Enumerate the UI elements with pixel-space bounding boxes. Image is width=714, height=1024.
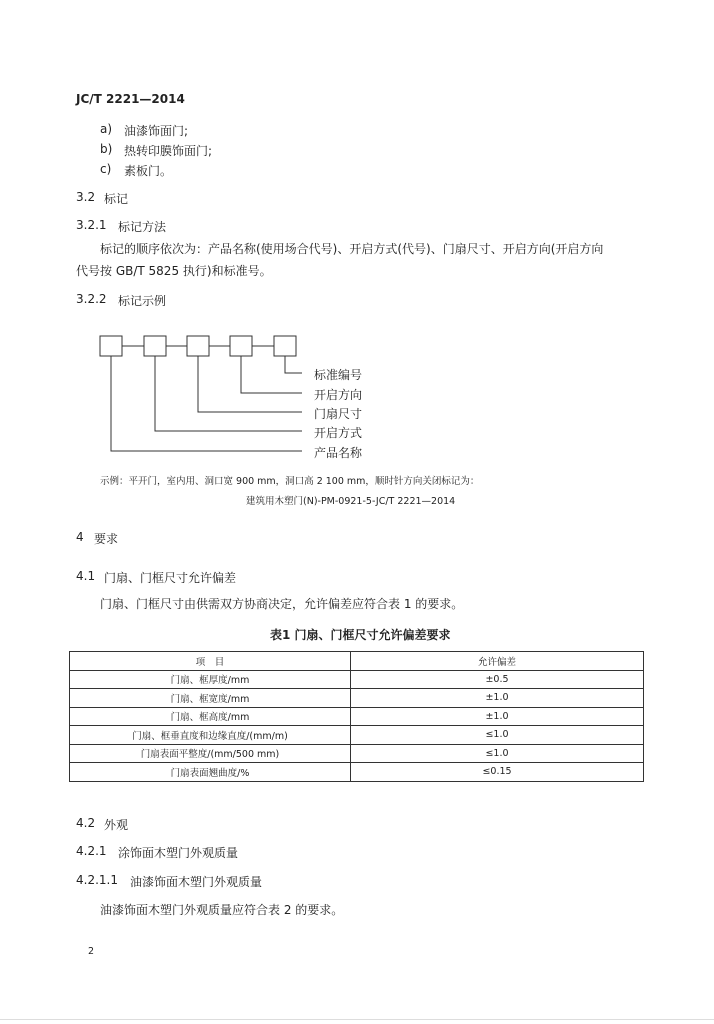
table-cell: ±0.5 [351,670,644,689]
section-number: 4.2.1 [76,844,107,858]
section-number: 3.2.2 [76,292,107,306]
document-header: JC/T 2221—2014 [76,92,185,106]
table-row [70,726,644,745]
list-item: 热转印膜饰面门; [124,144,213,158]
section-title: 标记 [104,192,129,206]
section-title: 涂饰面木塑门外观质量 [118,846,239,860]
paragraph: 门扇、门框尺寸由供需双方协商决定，允许偏差应符合表 1 的要求。 [100,597,464,611]
section-title: 油漆饰面木塑门外观质量 [130,875,263,889]
table-header-row [70,652,644,671]
table-cell: ±1.0 [351,689,644,708]
diagram-label: 门扇尺寸 [314,407,363,421]
tolerance-table [69,651,644,782]
diagram-label: 标准编号 [314,368,363,382]
list-item: 素板门。 [124,164,173,178]
table-cell: ≤1.0 [351,726,644,745]
page-number: 2 [88,946,95,957]
table-row [70,763,644,782]
table-cell: 门扇表面翘曲度/% [70,763,351,782]
table-row [70,689,644,708]
column-header: 项 目 [70,652,351,671]
column-header: 允许偏差 [351,652,644,671]
section-title: 外观 [104,818,129,832]
section-number: 3.2 [76,190,96,204]
section-title: 标记方法 [118,220,167,234]
list-item: 油漆饰面门; [124,124,189,138]
section-number: 4 [76,530,84,544]
paragraph: 油漆饰面木塑门外观质量应符合表 2 的要求。 [100,903,344,917]
diagram-label: 产品名称 [314,446,363,460]
table-cell: 门扇、框高度/mm [70,707,351,726]
page-edge-line [0,1019,714,1020]
diagram-label: 开启方式 [314,426,363,440]
example-marking: 建筑用木塑门(N)-PM-0921-5-JC/T 2221—2014 [246,496,456,507]
table-cell: 门扇、框宽度/mm [70,689,351,708]
section-number: 3.2.1 [76,218,107,232]
example-text: 示例：平开门，室内用、洞口宽 900 mm，洞口高 2 100 mm，顺时针方向关闭标记为： [100,476,480,487]
diagram-label: 开启方向 [314,388,363,402]
table-row [70,707,644,726]
section-number: 4.2.1.1 [76,873,118,887]
paragraph-line: 代号按 GB/T 5825 执行)和标准号。 [76,264,272,278]
section-number: 4.1 [76,569,96,583]
section-title: 门扇、门框尺寸允许偏差 [104,571,237,585]
table-cell: 门扇表面平整度/(mm/500 mm) [70,744,351,763]
list-marker: c) [100,162,112,176]
table-cell: 门扇、框厚度/mm [70,670,351,689]
table-cell: ±1.0 [351,707,644,726]
section-title: 标记示例 [118,294,167,308]
table-row [70,670,644,689]
table-cell: 门扇、框垂直度和边缘直度/(mm/m) [70,726,351,745]
paragraph-line: 标记的顺序依次为：产品名称(使用场合代号)、开启方式(代号)、门扇尺寸、开启方向(开启方向 [100,242,604,256]
table-row [70,744,644,763]
table-cell: ≤0.15 [351,763,644,782]
section-number: 4.2 [76,816,96,830]
section-title: 要求 [94,532,119,546]
list-marker: b) [100,142,113,156]
table-caption: 表1 门扇、门框尺寸允许偏差要求 [270,628,451,642]
list-marker: a) [100,122,113,136]
table-cell: ≤1.0 [351,744,644,763]
